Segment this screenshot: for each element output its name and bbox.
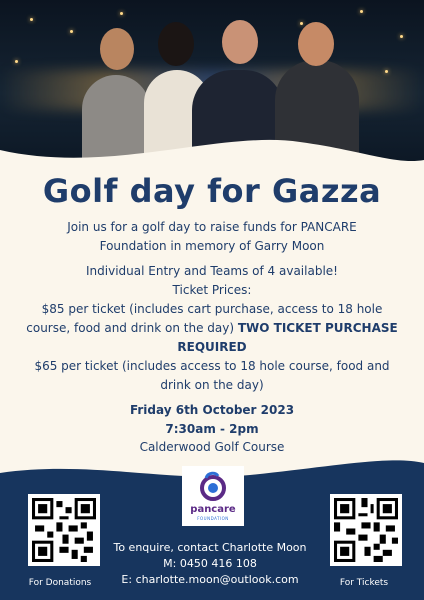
light [70,30,73,33]
price1-text: course, food and drink on the day) [26,321,235,335]
light [30,18,33,21]
person-2-head [158,22,194,66]
price2-line-2: drink on the day) [160,378,264,392]
event-time: 7:30am - 2pm [165,422,259,436]
price1-required-2: REQUIRED [177,340,247,354]
qr-icon [32,498,96,562]
entry-text: Individual Entry and Teams of 4 available! [86,264,338,278]
contact-phone[interactable]: M: 0450 416 108 [163,557,257,570]
prices-heading: Ticket Prices: [172,283,252,297]
qr-icon [334,498,398,562]
light [400,35,403,38]
logo-text: pancare [190,504,236,515]
intro-line-2: Foundation in memory of Garry Moon [99,239,325,253]
person-4-head [298,22,334,66]
price2-line-1: $65 per ticket (includes access to 18 hole course, food and [34,359,390,373]
price1-line-2 [20,319,404,338]
tickets-qr-code[interactable] [330,494,402,566]
price1-line-1: $85 per ticket (includes cart purchase, access to 18 hole [41,302,383,316]
event-date: Friday 6th October 2023 [129,403,295,417]
pancare-logo [182,466,244,526]
contact-email[interactable]: E: charlotte.moon@outlook.com [121,573,299,586]
light [385,70,388,73]
light [120,12,123,15]
donations-qr-code[interactable] [28,494,100,566]
light [300,22,303,25]
light [15,60,18,63]
contact-line-1: To enquire, contact Charlotte Moon [113,541,307,554]
logo-sub: FOUNDATION [197,516,229,521]
person-3-head [222,20,258,64]
event-venue: Calderwood Golf Course [139,440,285,454]
person-1-head [100,28,134,70]
light [360,10,363,13]
donations-label: For Donations [28,578,92,588]
price1-required: TWO TICKET PURCHASE [237,321,398,335]
tickets-label: For Tickets [339,578,389,588]
intro-line-1: Join us for a golf day to raise funds for PANCARE [67,220,357,234]
headline: Golf day for Gazza [42,172,382,210]
